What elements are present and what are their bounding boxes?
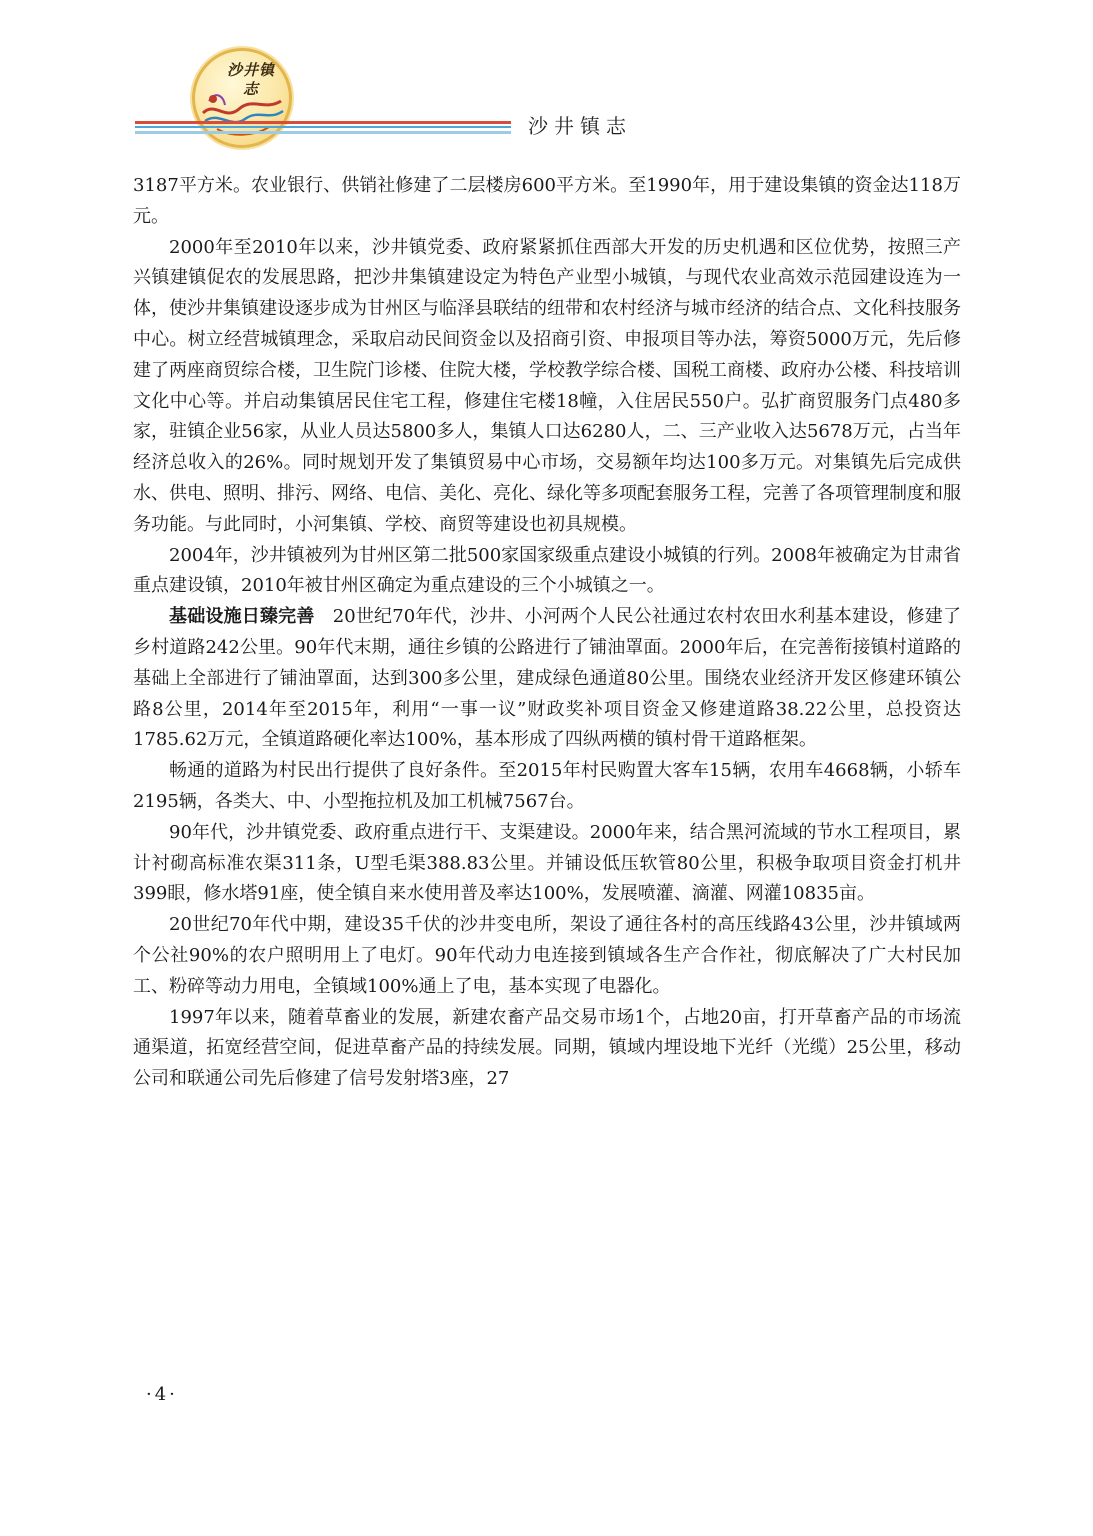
paragraph-text: 90年代，沙井镇党委、政府重点进行干、支渠建设。2000年来，结合黑河流域的节水工程项目，累计衬砌高标准农渠311条，U型毛渠388.83公里。并铺设低压软管80公里，积极争取项目资金打机井399眼，修水塔91座，使全镇自来水使用普及率达100%，发展喷灌、滴灌、网灌10835亩。 (133, 821, 961, 905)
paragraph-text: 畅通的道路为村民出行提供了良好条件。至2015年村民购置大客车15辆，农用车4668辆，小轿车2195辆，各类大、中、小型拖拉机及加工机械7567台。 (133, 760, 961, 812)
paragraph-text: 2004年，沙井镇被列为甘州区第二批500家国家级重点建设小城镇的行列。2008年被确定为甘肃省重点建设镇，2010年被甘州区确定为重点建设的三个小城镇之一。 (133, 544, 961, 597)
paragraph (133, 602, 961, 756)
paragraph-text: 2000年至2010年以来，沙井镇党委、政府紧紧抓住西部大开发的历史机遇和区位优势，按照三产兴镇建镇促农的发展思路，把沙井集镇建设定为特色产业型小城镇，与现代农业高效示范园建设连为一体，使沙井集镇建设逐步成为甘州区与临泽县联结的纽带和农村经济与城市经济的结合点、文化科技服务中心。树立经营城镇理念，采取启动民间资金以及招商引资、申报项目等办法，筹资5000万元，先后修建了两座商贸综合楼，卫生院门诊楼、住院大楼，学校教学综合楼、国税工商楼、政府办公楼、科技培训文化中心等。并启动集镇居民住宅工程，修建住宅楼18幢，入住居民550户。弘扩商贸服务门点480多家，驻镇企业56家，从业人员达5800多人，集镇人口达6280人，二、三产业收入达5678万元，占当年经济总收入的26%。同时规划开发了集镇贸易中心市场，交易额年均达100多万元。对集镇先后完成供水、供电、照明、排污、网络、电信、美化、亮化、绿化等多项配套服务工程，完善了各项管理制度和服务功能。与此同时，小河集镇、学校、商贸等建设也初具规模。 (133, 236, 961, 535)
paragraph (133, 1003, 961, 1095)
section-lead-heading: 基础设施日臻完善 (169, 606, 315, 628)
paragraph-text: 20世纪70年代，沙井、小河两个人民公社通过农村农田水利基本建设，修建了乡村道路242公里。90年代末期，通往乡镇的公路进行了铺油罩面。2000年后，在完善衔接镇村道路的基础上全部进行了铺油罩面，达到300多公里，建成绿色通道80公里。围绕农业经济开发区修建环镇公路8公里，2014年至2015年，利用“一事一议”财政奖补项目资金又修建道路38.22公里，总投资达1785.62万元，全镇道路硬化率达100%，基本形成了四纵两横的镇村骨干道路框架。 (133, 606, 961, 751)
header-rule-light-blue (135, 131, 511, 134)
paragraph (133, 233, 961, 541)
emblem-title: 沙井镇志 (226, 61, 275, 98)
paragraph-text: 3187平方米。农业银行、供销社修建了二层楼房600平方米。至1990年，用于建设集镇的资金达118万元。 (133, 175, 961, 227)
paragraph (133, 541, 961, 603)
running-title: 沙井镇志 (528, 114, 632, 138)
page-header (0, 0, 1093, 150)
paragraph (133, 756, 961, 818)
paragraph (133, 171, 961, 233)
body-text (133, 171, 961, 1095)
header-rule-red (135, 121, 511, 124)
paragraph-text: 20世纪70年代中期，建设35千伏的沙井变电所，架设了通往各村的高压线路43公里，沙井镇域两个公社90%的农户照明用上了电灯。90年代动力电连接到镇域各生产合作社，彻底解决了广大村民加工、粉碎等动力用电，全镇域100%通上了电，基本实现了电器化。 (133, 914, 961, 997)
page-number: ·4· (146, 1384, 178, 1405)
header-rule-blue (135, 126, 511, 128)
paragraph (133, 910, 961, 1002)
paragraph (133, 818, 961, 910)
paragraph-text: 1997年以来，随着草畜业的发展，新建农畜产品交易市场1个，占地20亩，打开草畜产品的市场流通渠道，拓宽经营空间，促进草畜产品的持续发展。同期，镇域内埋设地下光纤（光缆）25公里，移动公司和联通公司先后修建了信号发射塔3座，27 (133, 1006, 961, 1090)
